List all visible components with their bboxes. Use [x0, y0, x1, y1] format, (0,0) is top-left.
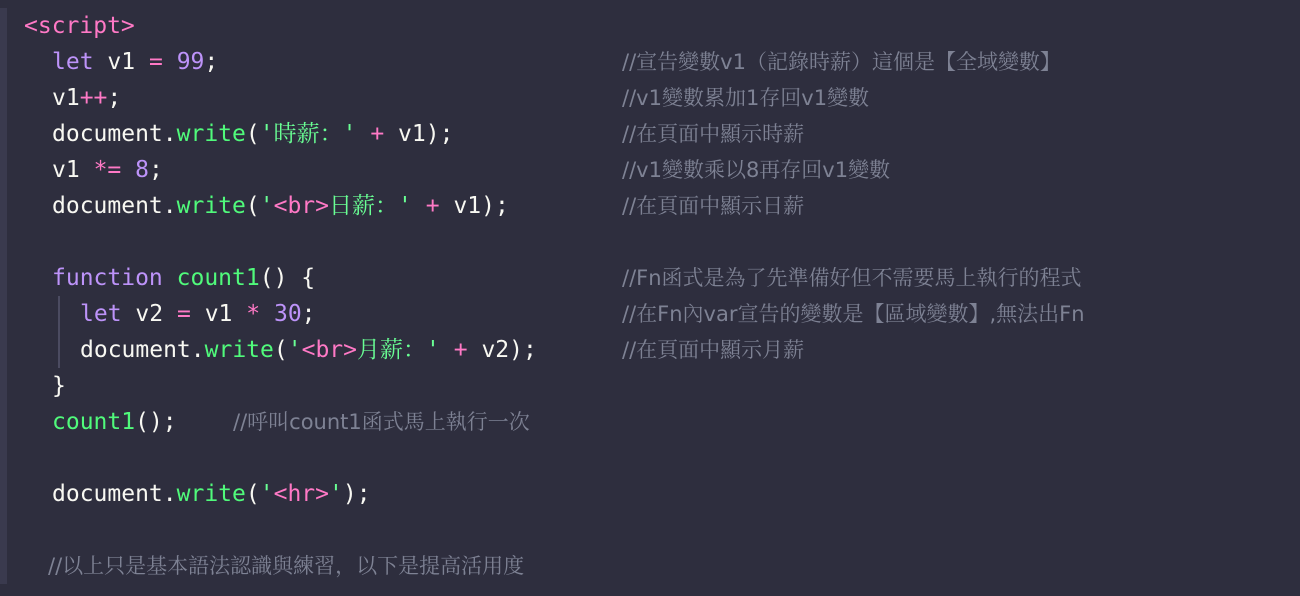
code-line[interactable] [0, 332, 1300, 368]
indent-guide-icon [58, 332, 60, 368]
code-text: function count1() { [52, 265, 316, 291]
code-text: document.write('<br>月薪：' + v2); [80, 337, 537, 363]
indent-guide-icon [0, 476, 7, 512]
indent-guide-icon [0, 296, 7, 332]
code-comment: //Fn函式是為了先準備好但不需要馬上執行的程式 [622, 266, 1082, 290]
indent-guide-icon [0, 332, 7, 368]
code-text: } [52, 373, 66, 399]
code-comment: //v1變數乘以8再存回v1變數 [622, 158, 891, 182]
code-line[interactable] [0, 512, 1300, 548]
code-line[interactable] [0, 260, 1300, 296]
indent-guide-icon [0, 116, 7, 152]
code-comment: //宣告變數v1（記錄時薪）這個是【全域變數】 [622, 50, 1061, 74]
indent-guide-icon [0, 188, 7, 224]
code-comment: //在Fn內var宣告的變數是【區域變數】,無法出Fn [622, 302, 1085, 326]
indent-guide-icon [0, 224, 7, 260]
code-comment: //以上只是基本語法認識與練習，以下是提高活用度 [48, 554, 525, 578]
code-text: document.write('時薪：' + v1); [52, 121, 454, 147]
code-line[interactable] [0, 188, 1300, 224]
code-text: document.write('<hr>'); [52, 481, 371, 507]
code-comment: //v1變數累加1存回v1變數 [622, 86, 870, 110]
indent-guide-icon [0, 404, 7, 440]
code-text: let v2 = v1 * 30; [80, 301, 316, 327]
code-line[interactable] [0, 368, 1300, 404]
code-text: v1 *= 8; [52, 157, 163, 183]
code-line[interactable] [0, 404, 1300, 440]
code-line[interactable] [0, 476, 1300, 512]
indent-guide-icon [0, 440, 7, 476]
indent-guide-icon [58, 296, 60, 332]
code-line[interactable] [0, 296, 1300, 332]
indent-guide-icon [0, 80, 7, 116]
code-line[interactable] [0, 152, 1300, 188]
indent-guide-icon [0, 548, 7, 584]
indent-guide-icon [0, 8, 7, 44]
code-line[interactable] [0, 44, 1300, 80]
code-text: v1++; [52, 85, 122, 111]
indent-guide-icon [0, 512, 7, 548]
code-comment: //在頁面中顯示日薪 [622, 194, 805, 218]
code-line[interactable] [0, 548, 1300, 584]
code-text: document.write('<br>日薪：' + v1); [52, 193, 509, 219]
indent-guide-icon [0, 368, 7, 404]
indent-guide-icon [0, 260, 7, 296]
code-line[interactable] [0, 8, 1300, 44]
code-comment: //呼叫count1函式馬上執行一次 [233, 410, 530, 434]
code-line[interactable] [0, 116, 1300, 152]
code-text: <script> [24, 13, 135, 39]
code-comment: //在頁面中顯示時薪 [622, 122, 805, 146]
indent-guide-icon [0, 152, 7, 188]
code-line[interactable] [0, 224, 1300, 260]
code-text: count1(); [52, 409, 177, 435]
indent-guide-icon [0, 44, 7, 80]
code-comment: //在頁面中顯示月薪 [622, 338, 805, 362]
code-line[interactable] [0, 440, 1300, 476]
code-line[interactable] [0, 80, 1300, 116]
code-text: let v1 = 99; [52, 49, 219, 75]
